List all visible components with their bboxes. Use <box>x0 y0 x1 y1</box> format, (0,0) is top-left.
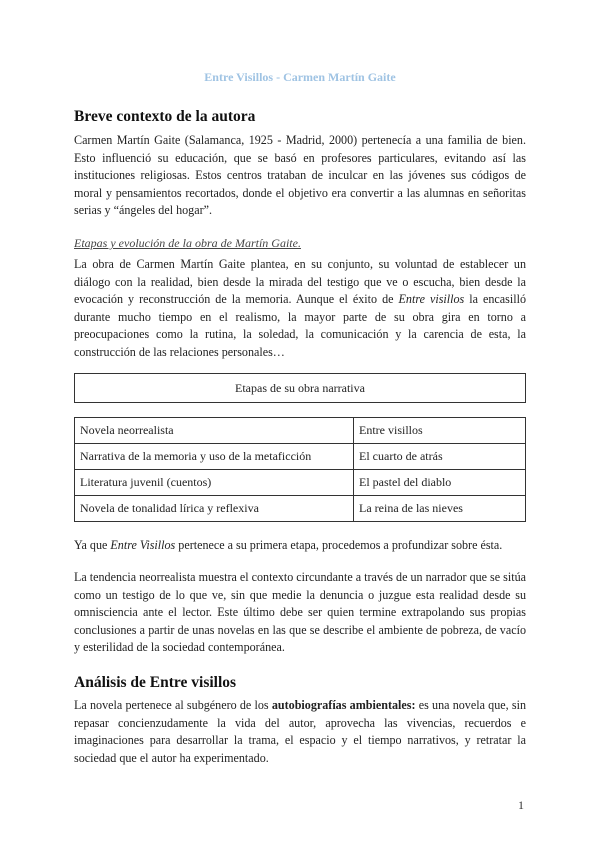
neorrealism-paragraph: La tendencia neorrealista muestra el contexto circundante a través de un narrador que se sitúa como un testigo de lo que ve, sin que medie la denuncia o juzgue esta realidad desde su omnisciencia ante el lector. Este último debe ser quien termine extrapolando sus propias conclusiones a partir de unas novelas en las que se describe el ambiente de pobreza, de vacío y esterilidad de la sociedad contemporánea. <box>74 570 526 654</box>
stages-paragraph <box>74 256 526 361</box>
after-table-italic: Entre Visillos <box>110 538 176 552</box>
after-table-start: Ya que <box>74 538 111 552</box>
work-cell: Entre visillos <box>354 418 526 444</box>
work-cell: El pastel del diablo <box>354 470 526 496</box>
table-title-box: Etapas de su obra narrativa <box>74 373 526 403</box>
work-cell: El cuarto de atrás <box>354 444 526 470</box>
stage-cell: Narrativa de la memoria y uso de la metaficción <box>75 444 354 470</box>
table-row <box>75 418 526 444</box>
stages-text-start: La obra de Carmen Martín Gaite plantea, en su conjunto, su voluntad de establecer un diálogo con la realidad, bien desde la mirada del testigo que ve o escucha, bien desde la evocación y reconstrucción de la memoria. Aunque el éxito de <box>74 257 526 306</box>
context-paragraph: Carmen Martín Gaite (Salamanca, 1925 - Madrid, 2000) pertenecía a una familia de bien. Esto influenció su educación, que se basó en profesores particulares, evitando así las instituciones religiosas. Estos centros trataban de inculcar en las jóvenes sus códigos de moral y pensamientos recortados, donde el objetivo era convertir a las alumnas en señoritas serias y “ángeles del hogar”. <box>74 133 526 217</box>
section-heading-analysis: Análisis de Entre visillos <box>74 674 237 691</box>
work-cell: La reina de las nieves <box>354 496 526 522</box>
analysis-text-end: es una novela que, sin repasar concienzudamente la vida del autor, aprovecha las vivencias, recuerdos e imaginaciones para desarrollar la trama, el espacio y el tiempo narrativos, y retratar la sociedad que el autor ha experimentado. <box>74 698 526 765</box>
after-table-end: pertenece a su primera etapa, procedemos a profundizar sobre ésta. <box>175 538 503 552</box>
stage-cell: Literatura juvenil (cuentos) <box>75 470 354 496</box>
analysis-text-start: La novela pertenece al subgénero de los <box>74 698 272 712</box>
subsection-heading-stages: Etapas y evolución de la obra de Martín Gaite. <box>74 236 301 250</box>
table-row <box>75 496 526 522</box>
table-row <box>75 444 526 470</box>
stage-cell: Novela neorrealista <box>75 418 354 444</box>
analysis-text-bold: autobiografías ambientales: <box>271 698 416 712</box>
section-heading-context: Breve contexto de la autora <box>74 108 256 125</box>
stages-text-italic: Entre visillos <box>398 292 465 306</box>
stages-table <box>74 417 526 522</box>
document-title: Entre Visillos - Carmen Martín Gaite <box>204 70 396 84</box>
stages-text-end: la encasilló durante mucho tiempo en el realismo, la mayor parte de su obra gira en torno a preocupaciones como la rutina, la soledad, la comunicación y la carencia de esta, la construcción de las relaciones personales… <box>74 292 526 359</box>
stage-cell: Novela de tonalidad lírica y reflexiva <box>75 496 354 522</box>
page-number: 1 <box>518 798 524 812</box>
table-row <box>75 470 526 496</box>
analysis-paragraph <box>74 697 526 767</box>
after-table-paragraph <box>74 537 526 555</box>
